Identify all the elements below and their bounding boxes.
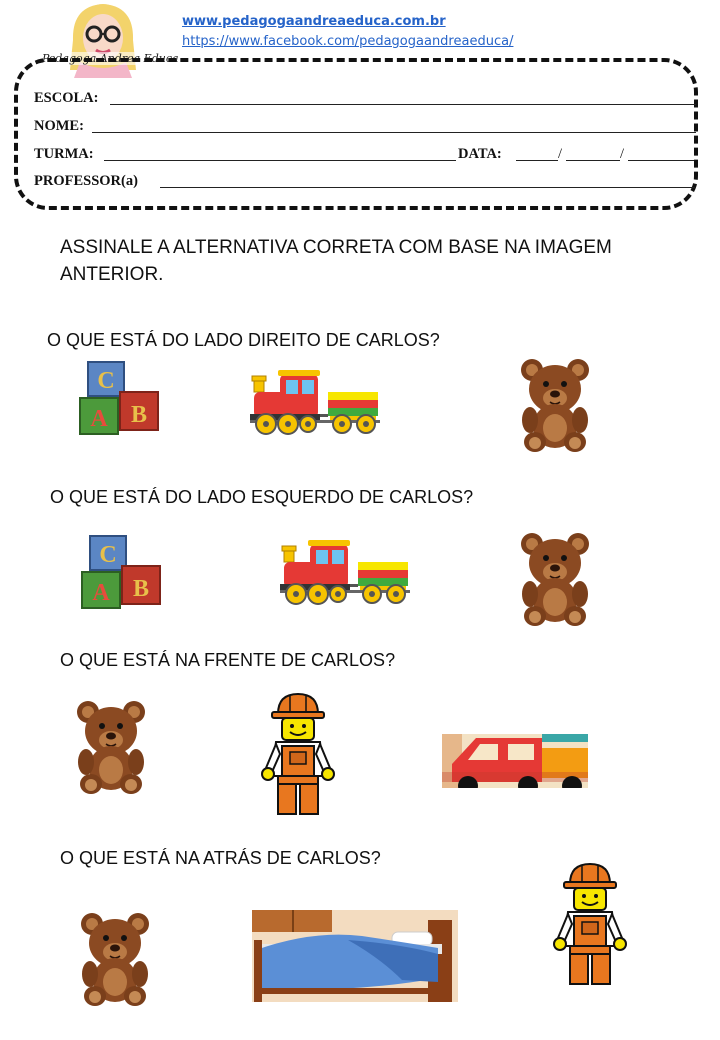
q2-option-bear[interactable] [520,530,590,631]
date-slash-2: / [620,146,625,162]
professor-label: PROFESSOR(a) [34,173,138,189]
q2-block-letter-b: B [132,576,150,602]
q1-block-letter-c: C [97,368,115,394]
question-3: O QUE ESTÁ NA FRENTE DE CARLOS? [60,650,396,670]
q1-option-bear[interactable] [520,356,590,457]
q1-option-train[interactable] [250,370,380,441]
data-day-line[interactable] [516,160,558,161]
q1-block-letter-b: B [130,402,148,428]
q2-block-letter-c: C [99,542,117,568]
data-label: DATA: [458,146,502,162]
turma-label: TURMA: [34,146,94,162]
logo-text: Pedagoga Andrea Educa [42,52,179,65]
q2-block-letter-a: A [92,580,110,606]
data-year-line[interactable] [628,160,694,161]
q2-option-train[interactable] [280,540,410,611]
nome-label: NOME: [34,118,84,134]
date-slash-1: / [558,146,563,162]
q3-option-lego-worker[interactable] [264,692,330,821]
question-1: O QUE ESTÁ DO LADO DIREITO DE CARLOS? [47,330,440,350]
escola-line[interactable] [110,104,696,105]
facebook-link[interactable]: https://www.facebook.com/pedagogaandreaeduca/ [182,34,514,49]
q4-option-bear[interactable] [80,910,150,1011]
turma-line[interactable] [104,160,456,161]
q3-option-bear[interactable] [76,698,146,799]
question-4: O QUE ESTÁ NA ATRÁS DE CARLOS? [60,848,381,868]
professor-line[interactable] [160,187,696,188]
question-2: O QUE ESTÁ DO LADO ESQUERDO DE CARLOS? [50,487,474,507]
q1-block-letter-a: A [90,406,108,432]
escola-label: ESCOLA: [34,90,99,106]
q2-option-blocks[interactable] [80,534,162,615]
nome-line[interactable] [92,132,696,133]
q4-option-lego-worker[interactable] [556,862,622,991]
q3-option-truck[interactable] [442,734,588,801]
site-link[interactable]: www.pedagogaandreaeduca.com.br [182,14,446,29]
instructions: ASSINALE A ALTERNATIVA CORRETA COM BASE NA IMAGEM ANTERIOR. [60,237,612,285]
q1-option-blocks[interactable] [78,360,160,441]
data-month-line[interactable] [566,160,620,161]
q4-option-bed[interactable] [252,910,458,1007]
